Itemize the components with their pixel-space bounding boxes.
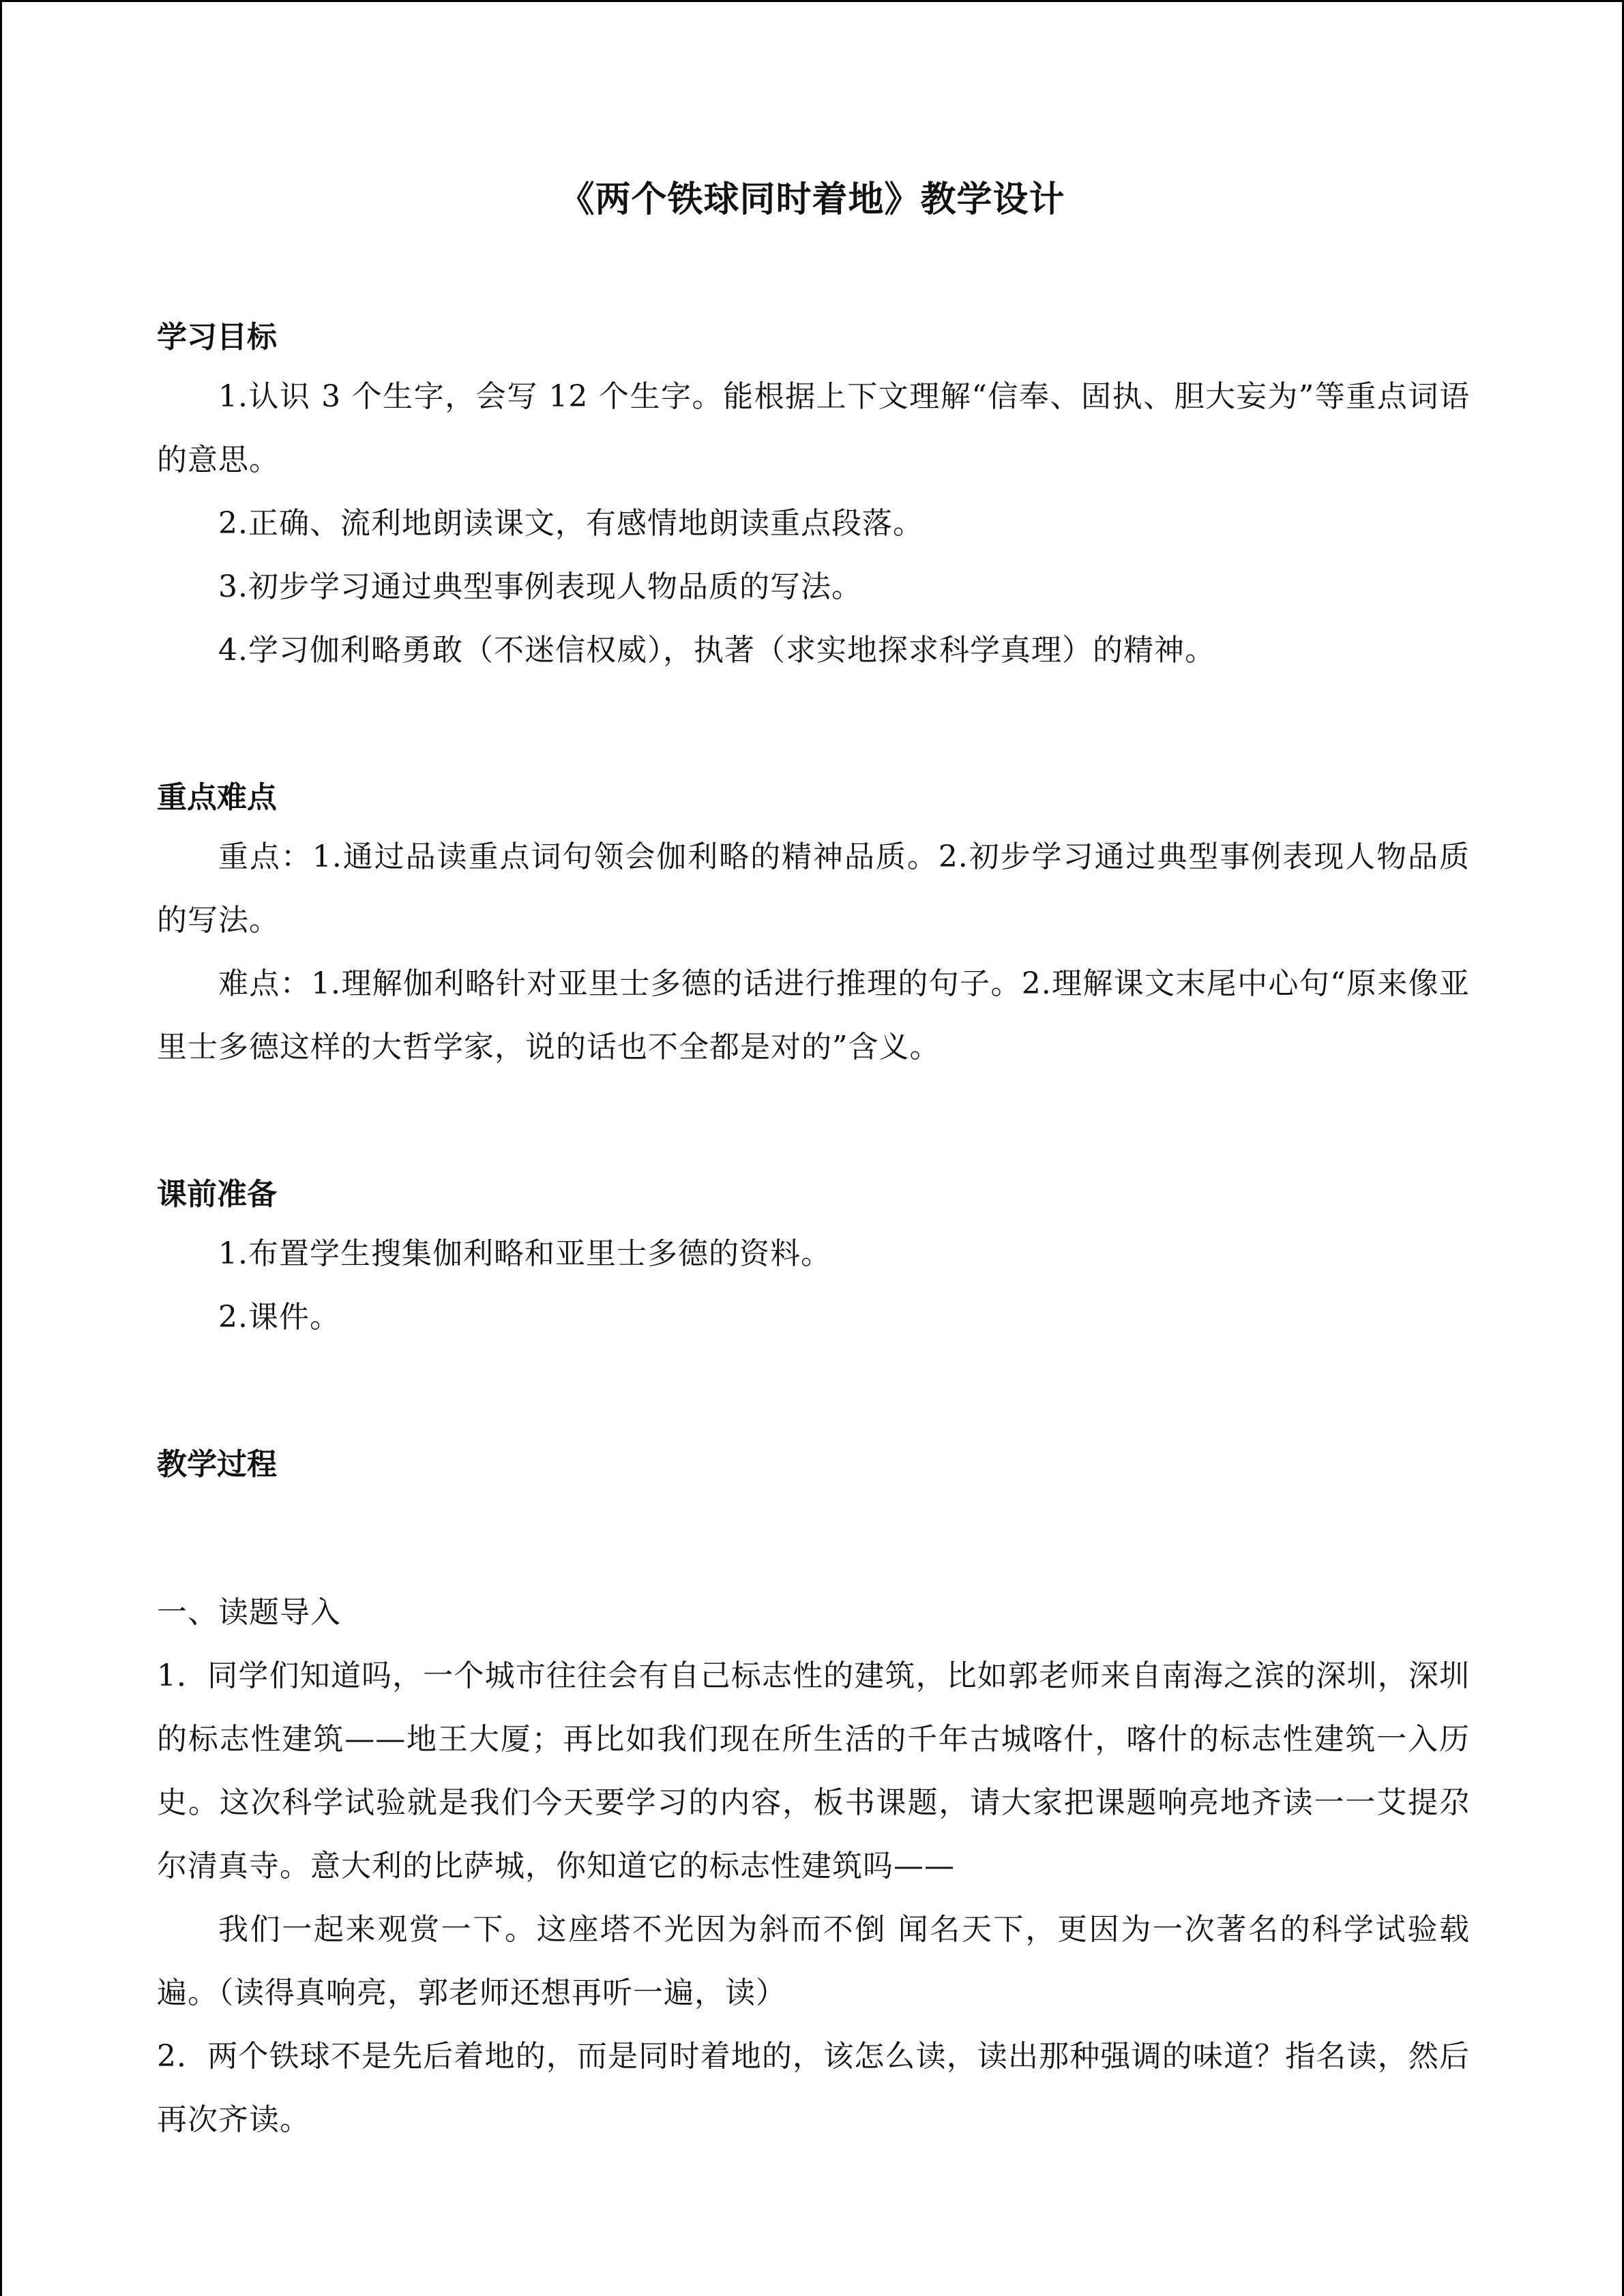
objective-item: 2.正确、流利地朗读课文，有感情地朗读重点段落。 — [218, 506, 924, 541]
document-title: 《两个铁球同时着地》教学设计 — [559, 179, 1065, 220]
key-point-item: 重点：1.通过品读重点词句领会伽利略的精神品质。2.初步学习通过典型事例表现人物品质的写法。 — [157, 839, 1470, 938]
preparation-heading: 课前准备 — [157, 1177, 277, 1212]
objective-item: 3.初步学习通过典型事例表现人物品质的写法。 — [218, 569, 862, 604]
key-point-item: 难点：1.理解伽利略针对亚里士多德的话进行推理的句子。2.理解课文末尾中心句“原来像亚里士多德这样的大哲学家，说的话也不全都是对的”含义。 — [157, 966, 1470, 1064]
objective-item: 1.认识 3 个生字，会写 12 个生字。能根据上下文理解“信奉、固执、胆大妄为”等重点词语的意思。 — [157, 379, 1470, 477]
process-paragraph: 2．两个铁球不是先后着地的，而是同时着地的，该怎么读，读出那种强调的味道？指名读，然后再次齐读。 — [157, 2039, 1470, 2137]
preparation-item: 2.课件。 — [218, 1300, 340, 1335]
objective-item: 4.学习伽利略勇敢（不迷信权威），执著（求实地探求科学真理）的精神。 — [218, 633, 1215, 668]
process-paragraph: 1．同学们知道吗，一个城市往往会有自己标志性的建筑，比如郭老师来自南海之滨的深圳，深圳的标志性建筑——地王大厦；再比如我们现在所生活的千年古城喀什，喀什的标志性建筑一入历史。这次科学试验就是我们今天要学习的内容，板书课题，请大家把课题响亮地齐读一一艾提尕尔清真寺。意大利的比萨城，你知道它的标志性建筑吗—— — [157, 1658, 1470, 1883]
document-body — [157, 310, 1470, 2151]
preparation-item: 1.布置学生搜集伽利略和亚里士多德的资料。 — [218, 1236, 831, 1271]
objectives-heading: 学习目标 — [157, 320, 277, 355]
process-subheading: 一、读题导入 — [157, 1595, 341, 1630]
process-heading: 教学过程 — [157, 1447, 277, 1482]
key-points-heading: 重点难点 — [157, 780, 277, 815]
left-border — [0, 0, 2, 2296]
top-border — [0, 0, 1624, 2]
process-paragraph: 我们一起来观赏一下。这座塔不光因为斜而不倒 闻名天下，更因为一次著名的科学试验载遍。（读得真响亮，郭老师还想再听一遍，读） — [157, 1912, 1470, 2010]
